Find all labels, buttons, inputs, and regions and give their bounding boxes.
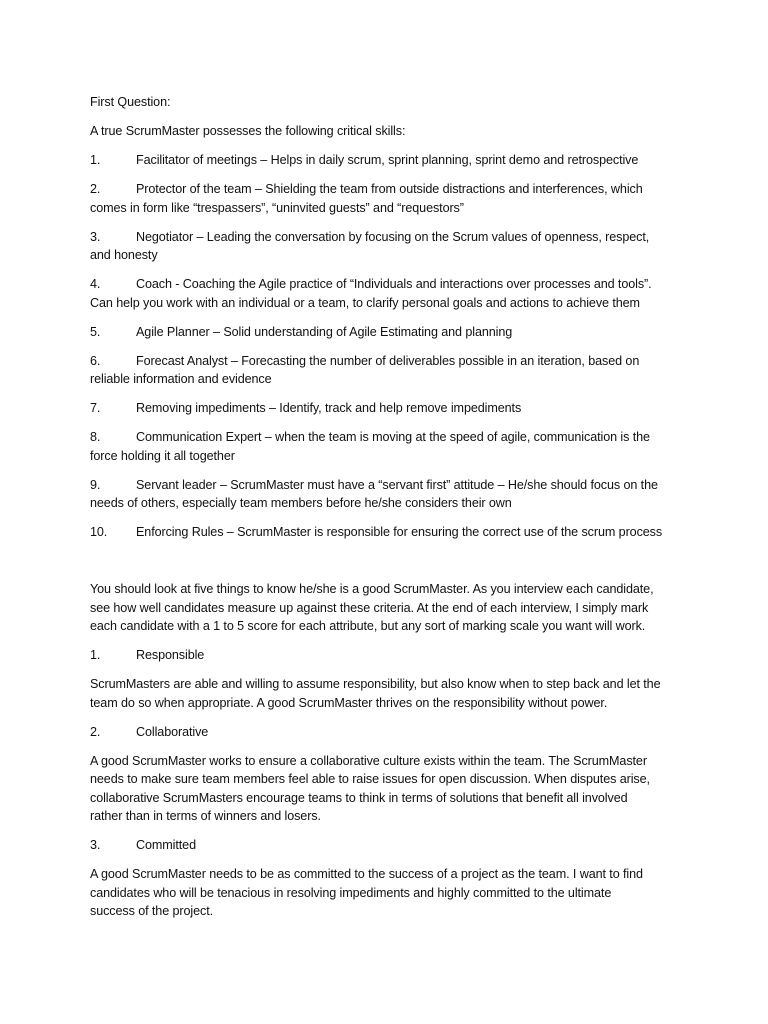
skill-number: 5.	[90, 324, 101, 339]
skill-text-continued: reliable information and evidence	[90, 372, 272, 386]
skill-number: 3.	[90, 229, 101, 244]
skill-text: Protector of the team – Shielding the team from outside distractions and interferences, which	[136, 182, 643, 196]
skill-item	[90, 228, 690, 265]
skill-number: 6.	[90, 353, 101, 368]
skill-item	[90, 523, 690, 542]
skill-text: Removing impediments – Identify, track and help remove impediments	[136, 401, 522, 415]
skill-item	[90, 476, 690, 513]
skill-number: 1.	[90, 153, 101, 167]
skill-text: Communication Expert – when the team is moving at the speed of agile, communication is the	[136, 430, 650, 444]
skill-number: 10.	[90, 525, 108, 539]
skill-item	[90, 399, 690, 418]
attribute-heading	[90, 836, 690, 855]
attribute-number: 1.	[90, 648, 101, 662]
skill-text: Negotiator – Leading the conversation by focusing on the Scrum values of openness, respect,	[136, 229, 650, 244]
skill-item	[90, 323, 690, 342]
skill-number: 7.	[90, 401, 101, 415]
attribute-number: 3.	[90, 838, 101, 852]
skill-text: Facilitator of meetings – Helps in daily scrum, sprint planning, sprint demo and retrospective	[136, 153, 639, 167]
skill-number: 2.	[90, 182, 101, 196]
attribute-description: A good ScrumMaster needs to be as committed to the success of a project as the team. I want to find candidates who will be tenacious in resolving impediments and highly committed to the ultimate success of the project.	[90, 867, 643, 918]
five-things-paragraph: You should look at five things to know he/she is a good ScrumMaster. As you interview each candidate, see how well candidates measure up against these criteria. At the end of each interview, I simply mark each candidate with a 1 to 5 score for each attribute, but any sort of marking scale you want will work.	[90, 582, 654, 633]
skill-item	[90, 428, 690, 465]
skill-item	[90, 180, 690, 217]
skill-text-continued: needs of others, especially team members before he/she considers their own	[90, 496, 512, 510]
attribute-description: ScrumMasters are able and willing to assume responsibility, but also know when to step back and let the team do so when appropriate. A good ScrumMaster thrives on the responsibility without power.	[90, 677, 661, 710]
skill-text-continued: Can help you work with an individual or a team, to clarify personal goals and actions to achieve them	[90, 295, 640, 310]
skill-item	[90, 352, 690, 389]
skills-list	[90, 151, 690, 542]
skill-text-continued: and honesty	[90, 248, 158, 262]
skill-number: 4.	[90, 277, 101, 291]
skill-text: Forecast Analyst – Forecasting the number of deliverables possible in an iteration, based on	[136, 353, 640, 368]
attribute-title: Collaborative	[136, 724, 209, 739]
attribute-title: Responsible	[136, 648, 205, 662]
attribute-heading	[90, 646, 690, 665]
section-spacer	[90, 552, 690, 580]
skill-number: 8.	[90, 430, 101, 444]
skill-item	[90, 151, 690, 170]
skills-intro: A true ScrumMaster possesses the following critical skills:	[90, 124, 406, 138]
attribute-number: 2.	[90, 724, 101, 739]
skill-text: Agile Planner – Solid understanding of Agile Estimating and planning	[136, 324, 513, 339]
skill-text: Servant leader – ScrumMaster must have a “servant first” attitude – He/she should focus on the	[136, 477, 658, 492]
skill-item	[90, 275, 690, 312]
attribute-description: A good ScrumMaster works to ensure a collaborative culture exists within the team. The ScrumMaster needs to make sure team members feel able to raise issues for open discussion. When disputes arise, collaborative ScrumMasters encourage teams to think in terms of solutions that benefit all involved rather than in terms of winners and losers.	[90, 753, 650, 823]
skill-text: Coach - Coaching the Agile practice of “Individuals and interactions over processes and tools”.	[136, 277, 652, 291]
skill-text: Enforcing Rules – ScrumMaster is responsible for ensuring the correct use of the scrum process	[136, 525, 663, 539]
heading-first-question: First Question:	[90, 95, 171, 109]
skill-number: 9.	[90, 477, 101, 492]
attribute-heading	[90, 723, 690, 742]
skill-text-continued: comes in form like “trespassers”, “uninvited guests” and “requestors”	[90, 200, 464, 215]
skill-text-continued: force holding it all together	[90, 448, 235, 463]
document-body	[90, 93, 690, 931]
attribute-title: Committed	[136, 838, 196, 852]
